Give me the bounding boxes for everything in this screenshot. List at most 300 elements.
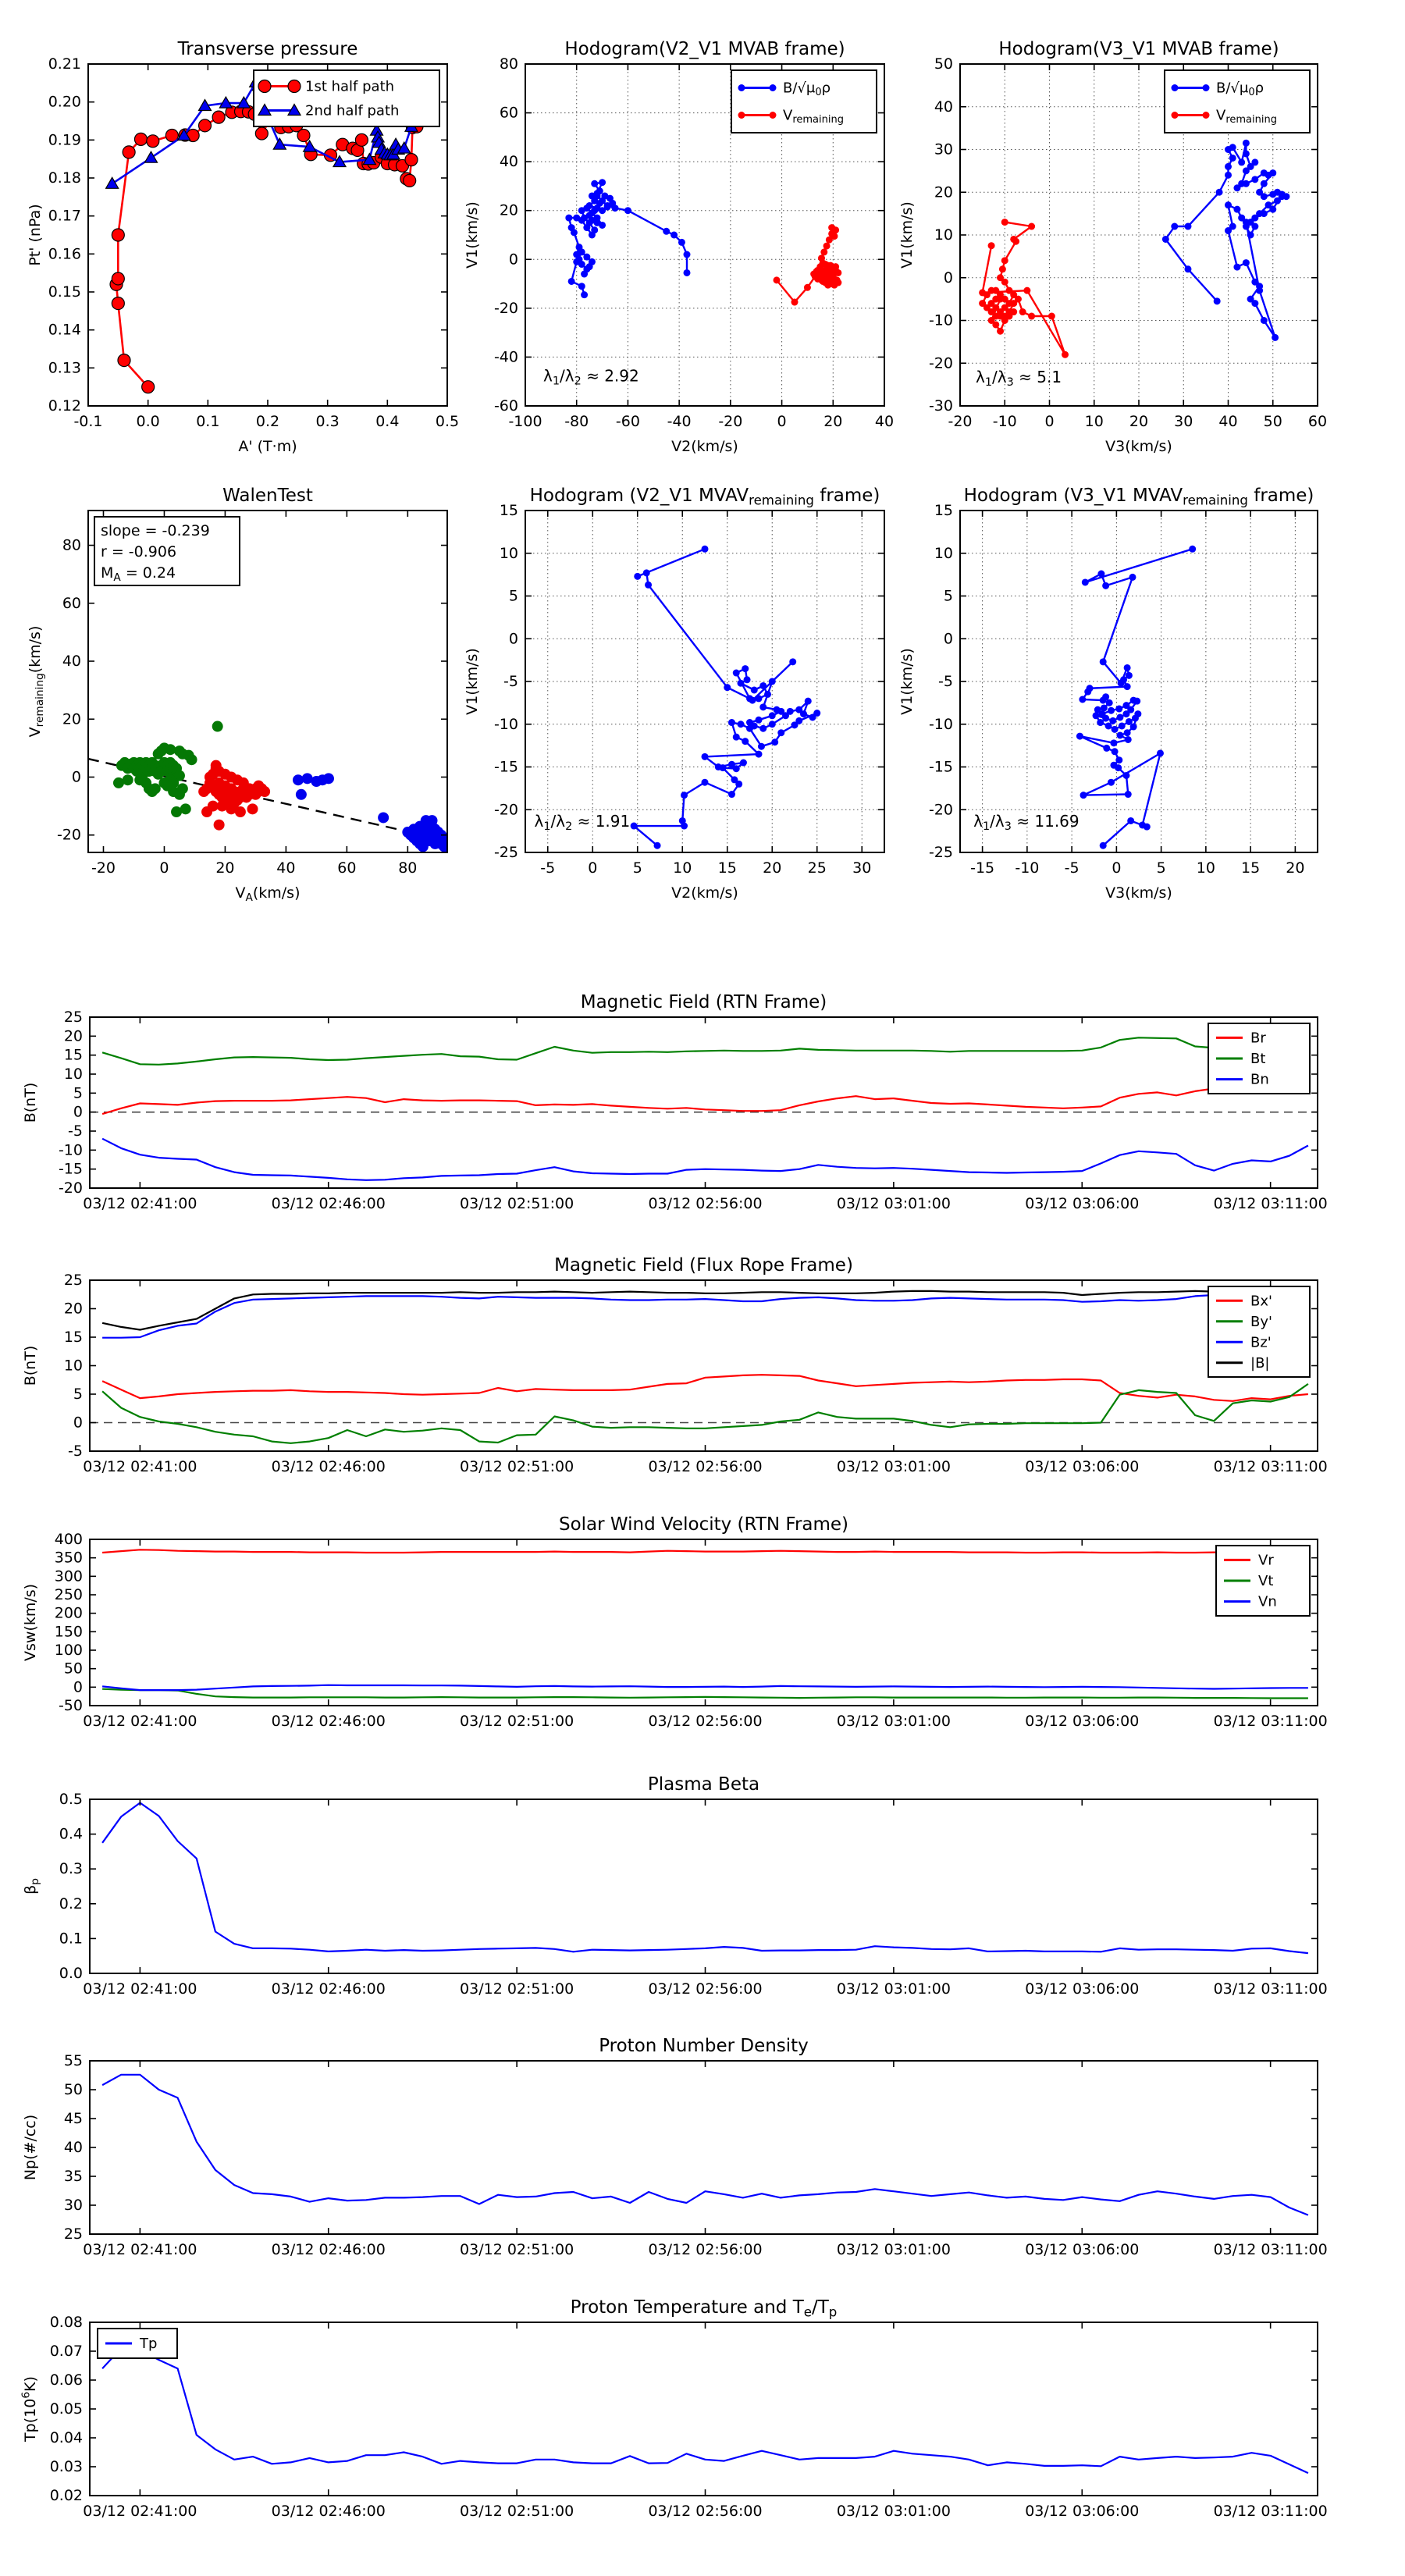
data-point	[733, 734, 740, 741]
x-tick-label: 0.5	[435, 413, 460, 430]
x-tick-label: 03/12 02:46:00	[271, 2503, 386, 2520]
data-point	[769, 678, 776, 685]
x-tick-label: 0	[1112, 859, 1122, 877]
data-point	[150, 783, 161, 794]
y-tick-label: 50	[63, 2081, 83, 2098]
x-axis-label: VA(km/s)	[235, 884, 301, 904]
panel-title: Magnetic Field (Flux Rope Frame)	[554, 1255, 853, 1276]
data-point	[751, 686, 758, 693]
x-tick-label: -15	[970, 859, 995, 877]
panel-hodogram-v3v1-mvab	[898, 39, 1327, 455]
data-point	[1125, 791, 1132, 798]
x-tick-label: 30	[1174, 413, 1193, 430]
data-point	[738, 680, 745, 687]
data-point	[323, 773, 334, 784]
y-axis-label: Np(#/cc)	[22, 2114, 39, 2181]
data-point	[1102, 582, 1109, 589]
data-point	[999, 265, 1006, 272]
y-tick-label: 20	[63, 1027, 83, 1045]
data-point	[728, 791, 735, 798]
series-line-By-prime	[102, 1384, 1308, 1443]
y-tick-label: 15	[63, 1046, 83, 1064]
y-tick-label: 5	[73, 1084, 83, 1102]
data-point	[1108, 779, 1115, 786]
data-point	[643, 569, 650, 576]
y-tick-label: 0.20	[48, 93, 81, 111]
y-tick-label: 0.15	[48, 283, 81, 301]
x-tick-label: 03/12 02:51:00	[460, 1458, 574, 1475]
x-tick-label: 20	[763, 859, 782, 877]
data-point	[578, 248, 585, 255]
y-tick-label: -20	[56, 826, 81, 844]
series-line-B-magnitude	[102, 1291, 1308, 1330]
y-tick-label: -10	[493, 715, 518, 733]
legend-label: Bn	[1250, 1071, 1269, 1088]
data-point	[759, 682, 767, 689]
y-tick-label: 0.18	[48, 169, 81, 187]
data-point	[1184, 223, 1191, 230]
x-tick-label: 0	[588, 859, 598, 877]
y-tick-label: 0.19	[48, 131, 81, 149]
data-point	[1225, 163, 1232, 170]
legend-label: Vt	[1258, 1573, 1274, 1589]
series-line-b-over-sqrt-mu0rho	[569, 183, 687, 295]
data-point	[738, 112, 745, 119]
series-line-beta-p	[102, 1803, 1308, 1954]
data-point	[1243, 180, 1250, 187]
data-point	[735, 781, 742, 788]
data-point	[1097, 719, 1104, 726]
x-tick-label: 03/12 02:41:00	[83, 1713, 197, 1730]
legend-label: Br	[1250, 1030, 1266, 1047]
axes-frame	[90, 2061, 1318, 2234]
stats-line: MA = 0.24	[101, 564, 176, 584]
data-point	[823, 243, 831, 250]
panel-title: Magnetic Field (RTN Frame)	[580, 992, 827, 1012]
data-point	[1251, 223, 1258, 230]
y-tick-label: 5	[508, 587, 518, 605]
y-tick-label: 150	[54, 1623, 83, 1641]
x-tick-label: 03/12 03:06:00	[1025, 1195, 1140, 1212]
data-point	[1162, 236, 1169, 243]
x-tick-label: 0	[159, 859, 169, 877]
x-tick-label: 03/12 03:01:00	[836, 1713, 951, 1730]
x-tick-label: 5	[1156, 859, 1166, 877]
data-point	[1015, 296, 1022, 303]
y-tick-label: 0.03	[49, 2458, 83, 2475]
y-tick-label: 0.02	[49, 2487, 83, 2504]
x-tick-label: 03/12 03:11:00	[1213, 1458, 1328, 1475]
data-point	[589, 232, 596, 239]
data-point	[1108, 707, 1115, 714]
y-axis-label: Vremaining(km/s)	[27, 625, 46, 738]
data-point	[583, 254, 590, 261]
series-group	[88, 721, 453, 852]
data-point	[774, 276, 781, 283]
lambda-annotation: $\lambda_1/\lambda_2 \approx 2.92$	[543, 366, 639, 388]
y-tick-label: 55	[63, 2052, 83, 2069]
data-point	[421, 815, 432, 826]
x-tick-label: 10	[1196, 859, 1215, 877]
data-point	[805, 698, 812, 705]
y-tick-label: 0.16	[48, 245, 81, 263]
data-point	[578, 207, 585, 214]
x-tick-label: 40	[276, 859, 296, 877]
data-point	[1225, 201, 1232, 208]
data-point	[756, 695, 763, 702]
x-tick-label: 03/12 02:41:00	[83, 1980, 197, 1998]
data-point	[1125, 736, 1132, 743]
x-tick-label: 0.0	[136, 413, 160, 430]
y-tick-label: 40	[62, 653, 81, 671]
y-tick-label: 20	[934, 183, 953, 201]
panel-magnetic-field-rtn	[22, 992, 1328, 1212]
series-group	[102, 1803, 1308, 1954]
x-tick-label: -5	[540, 859, 556, 877]
x-tick-label: 10	[673, 859, 692, 877]
data-point	[1261, 193, 1268, 200]
x-tick-label: -10	[992, 413, 1017, 430]
y-tick-label: -25	[493, 844, 518, 861]
data-point	[573, 215, 580, 222]
data-point	[1124, 729, 1131, 736]
x-tick-label: 03/12 02:56:00	[648, 2241, 763, 2258]
series-group	[102, 2075, 1308, 2215]
y-tick-label: -50	[58, 1697, 83, 1714]
y-tick-label: -40	[493, 348, 518, 366]
data-point	[759, 725, 767, 732]
panel-title: Solar Wind Velocity (RTN Frame)	[558, 1514, 849, 1535]
x-tick-label: -0.1	[73, 413, 103, 430]
data-point	[1243, 167, 1250, 174]
data-point	[1084, 688, 1091, 696]
y-tick-label: 0.14	[48, 321, 81, 339]
y-tick-label: 45	[63, 2110, 83, 2127]
panel-title: Hodogram (V3_V1 MVAVremaining frame)	[963, 486, 1314, 508]
data-point	[1101, 704, 1108, 711]
y-tick-label: 0	[943, 269, 953, 286]
y-tick-label: 0.1	[59, 1930, 83, 1948]
data-point	[1110, 739, 1117, 746]
data-point	[1116, 731, 1123, 738]
y-tick-label: 10	[63, 1066, 83, 1083]
series-group	[102, 1550, 1308, 1698]
y-tick-label: 0.17	[48, 207, 81, 225]
data-point	[1048, 313, 1055, 320]
data-point	[123, 774, 133, 785]
y-tick-label: 50	[63, 1660, 83, 1678]
legend-label: Vn	[1258, 1593, 1277, 1610]
panel-title: Transverse pressure	[177, 39, 358, 59]
data-point	[1225, 172, 1232, 179]
y-tick-label: 0	[73, 1678, 83, 1696]
data-point	[429, 838, 440, 849]
x-tick-label: 03/12 02:41:00	[83, 2503, 197, 2520]
y-tick-label: -5	[503, 673, 518, 690]
y-axis-label: $Tp(10^6K)$	[20, 2376, 39, 2442]
data-point	[738, 720, 745, 728]
x-tick-label: 03/12 02:46:00	[271, 1980, 386, 1998]
data-point	[756, 717, 763, 724]
x-tick-label: 03/12 03:01:00	[836, 1458, 951, 1475]
x-tick-label: 25	[807, 859, 827, 877]
data-point	[273, 138, 286, 149]
data-point	[1129, 574, 1136, 581]
x-tick-label: 0.4	[375, 413, 400, 430]
x-tick-label: 0.3	[315, 413, 340, 430]
panel-title: Proton Temperature and Te/Tp	[570, 2297, 838, 2320]
data-point	[1243, 150, 1250, 157]
data-point	[663, 228, 670, 235]
data-point	[681, 792, 688, 799]
x-tick-label: 03/12 02:51:00	[460, 1195, 574, 1212]
data-point	[1097, 571, 1104, 578]
series-group	[979, 140, 1289, 358]
data-point	[591, 180, 598, 187]
data-point	[1062, 351, 1069, 358]
panel-title: Proton Number Density	[599, 2036, 809, 2056]
panel-title: Plasma Beta	[647, 1774, 760, 1795]
data-point	[789, 658, 796, 665]
data-point	[770, 84, 777, 91]
legend-label: Vr	[1258, 1552, 1274, 1569]
y-axis-label: V1(km/s)	[898, 648, 916, 715]
data-point	[777, 729, 784, 736]
x-tick-label: 03/12 03:01:00	[836, 2503, 951, 2520]
y-tick-label: 10	[499, 544, 518, 562]
y-tick-label: -60	[493, 397, 518, 415]
y-tick-label: -5	[68, 1443, 83, 1460]
panel-solar-wind-velocity	[22, 1514, 1328, 1730]
legend-label: Bx'	[1250, 1293, 1272, 1310]
panel-proton-number-density	[22, 2036, 1328, 2258]
data-point	[1122, 710, 1129, 717]
y-tick-label: 60	[62, 594, 81, 612]
data-point	[1189, 546, 1196, 553]
lambda-annotation: $\lambda_1/\lambda_3 \approx 5.1$	[976, 367, 1062, 389]
data-point	[728, 719, 735, 726]
y-tick-label: 0.3	[59, 1860, 83, 1878]
legend-label: Tp	[140, 2336, 158, 2352]
y-tick-label: 5	[73, 1386, 83, 1403]
y-tick-label: 40	[63, 2139, 83, 2156]
data-point	[1100, 842, 1107, 849]
legend-label: Bz'	[1250, 1334, 1272, 1351]
x-axis-label: V3(km/s)	[1105, 884, 1172, 902]
series-line-v-path	[1080, 549, 1192, 845]
data-point	[769, 720, 776, 728]
x-tick-label: 03/12 03:06:00	[1025, 2241, 1140, 2258]
x-tick-label: 03/12 02:46:00	[271, 1458, 386, 1475]
y-tick-label: 300	[54, 1567, 83, 1585]
data-point	[979, 300, 986, 307]
x-tick-label: 03/12 02:56:00	[648, 2503, 763, 2520]
data-point	[589, 209, 596, 216]
data-point	[1225, 227, 1232, 234]
data-point	[201, 806, 212, 817]
y-tick-label: 25	[63, 1009, 83, 1026]
data-point	[654, 842, 661, 849]
data-point	[1001, 279, 1008, 286]
y-tick-label: 30	[934, 141, 953, 158]
data-point	[1247, 232, 1254, 239]
data-point	[187, 754, 197, 765]
y-axis-label: βp	[22, 1878, 41, 1895]
data-point	[1251, 176, 1258, 183]
stats-line: r = -0.906	[101, 543, 177, 560]
data-point	[1238, 158, 1245, 165]
legend-label: |B|	[1250, 1354, 1270, 1372]
data-point	[1172, 112, 1179, 119]
x-tick-label: 03/12 03:06:00	[1025, 1980, 1140, 1998]
data-point	[1082, 578, 1089, 585]
data-point	[1119, 722, 1126, 729]
data-point	[118, 354, 130, 367]
x-tick-label: 60	[337, 859, 357, 877]
y-tick-label: 0.04	[49, 2429, 83, 2446]
data-point	[702, 779, 709, 786]
data-point	[162, 781, 173, 792]
data-point	[1251, 300, 1258, 307]
x-tick-label: 03/12 02:56:00	[648, 1458, 763, 1475]
y-tick-label: 60	[499, 104, 518, 122]
x-tick-label: 03/12 02:41:00	[83, 1195, 197, 1212]
data-point	[759, 703, 767, 710]
data-point	[724, 684, 731, 691]
data-point	[1243, 259, 1250, 266]
data-point	[1184, 265, 1191, 272]
y-axis-label: V1(km/s)	[898, 201, 916, 269]
data-point	[733, 765, 740, 772]
y-axis-label: V1(km/s)	[464, 648, 481, 715]
x-tick-label: 0.2	[255, 413, 280, 430]
series-line-Np	[102, 2075, 1308, 2215]
data-point	[293, 774, 304, 785]
x-tick-label: 03/12 02:46:00	[271, 1713, 386, 1730]
data-point	[702, 546, 709, 553]
data-point	[199, 119, 212, 132]
data-point	[581, 271, 588, 278]
data-point	[645, 582, 652, 589]
data-point	[1106, 699, 1113, 706]
data-point	[1214, 297, 1221, 304]
series-line-Br	[102, 1087, 1308, 1114]
data-point	[1019, 308, 1026, 315]
x-tick-label: -80	[564, 413, 589, 430]
x-tick-label: 03/12 03:11:00	[1213, 1195, 1328, 1212]
data-point	[1233, 206, 1240, 213]
data-point	[1261, 180, 1268, 187]
data-point	[123, 146, 135, 158]
data-point	[800, 710, 807, 717]
y-tick-label: 0	[73, 1414, 83, 1432]
series-line-Vn	[102, 1685, 1308, 1690]
x-tick-label: 30	[852, 859, 872, 877]
data-point	[355, 133, 368, 146]
axes-frame	[90, 1539, 1318, 1706]
y-axis-label: B(nT)	[22, 1345, 39, 1386]
y-tick-label: 0.13	[48, 359, 81, 377]
data-point	[1115, 706, 1122, 713]
data-point	[106, 177, 119, 188]
data-point	[740, 760, 747, 767]
y-tick-label: 0.07	[49, 2343, 83, 2360]
x-tick-label: -100	[508, 413, 542, 430]
data-point	[624, 207, 631, 214]
data-point	[1023, 287, 1030, 294]
y-tick-label: 0.2	[59, 1895, 83, 1912]
y-tick-label: 15	[934, 502, 953, 519]
y-tick-label: 5	[943, 587, 953, 605]
series-group	[102, 2348, 1308, 2473]
data-point	[1028, 313, 1035, 320]
data-point	[147, 135, 159, 148]
data-point	[1133, 698, 1140, 705]
x-tick-label: 03/12 03:11:00	[1213, 1713, 1328, 1730]
panel-title: Hodogram(V3_V1 MVAB frame)	[998, 39, 1279, 59]
lambda-annotation: $\lambda_1/\lambda_2 \approx 1.91$	[534, 812, 631, 834]
data-point	[1243, 140, 1250, 147]
data-point	[1012, 238, 1019, 245]
series-group	[631, 546, 821, 849]
data-point	[112, 229, 124, 241]
x-tick-label: 10	[1084, 413, 1104, 430]
data-point	[596, 200, 603, 207]
y-axis-label: B(nT)	[22, 1082, 39, 1123]
data-point	[684, 269, 691, 276]
data-point	[820, 248, 827, 255]
y-tick-label: 0	[943, 630, 953, 648]
y-tick-label: 25	[63, 1272, 83, 1289]
data-point	[1216, 189, 1223, 196]
legend-label: 1st half path	[305, 78, 395, 95]
data-point	[599, 179, 606, 186]
y-tick-label: 20	[62, 710, 81, 728]
data-point	[791, 299, 799, 306]
data-point	[568, 278, 575, 285]
data-point	[247, 803, 258, 814]
data-point	[594, 215, 601, 222]
y-tick-label: 0.08	[49, 2314, 83, 2331]
data-point	[1122, 772, 1129, 779]
data-point	[1251, 158, 1258, 165]
x-tick-label: 15	[1241, 859, 1261, 877]
y-tick-label: 40	[499, 153, 518, 171]
data-point	[1144, 824, 1151, 831]
x-tick-label: 03/12 02:51:00	[460, 2503, 574, 2520]
data-point	[1243, 219, 1250, 226]
y-tick-label: 15	[63, 1329, 83, 1346]
panel-hodogram-v2v1-mvab	[464, 39, 894, 455]
data-point	[404, 174, 416, 187]
x-tick-label: 50	[1263, 413, 1282, 430]
x-tick-label: -40	[667, 413, 692, 430]
data-point	[589, 258, 596, 265]
x-tick-label: 03/12 02:41:00	[83, 2241, 197, 2258]
data-point	[818, 254, 825, 262]
data-point	[787, 708, 794, 715]
data-point	[804, 284, 811, 291]
series-group	[565, 179, 841, 305]
panel-hodogram-v3v1-mvav	[898, 486, 1318, 902]
x-tick-label: -10	[1015, 859, 1040, 877]
x-tick-label: 40	[1218, 413, 1238, 430]
panel-walen-test	[27, 486, 453, 904]
panel-transverse-pressure	[27, 39, 459, 455]
x-tick-label: 03/12 03:11:00	[1213, 2503, 1328, 2520]
data-point	[1124, 664, 1131, 671]
data-point	[418, 841, 429, 852]
